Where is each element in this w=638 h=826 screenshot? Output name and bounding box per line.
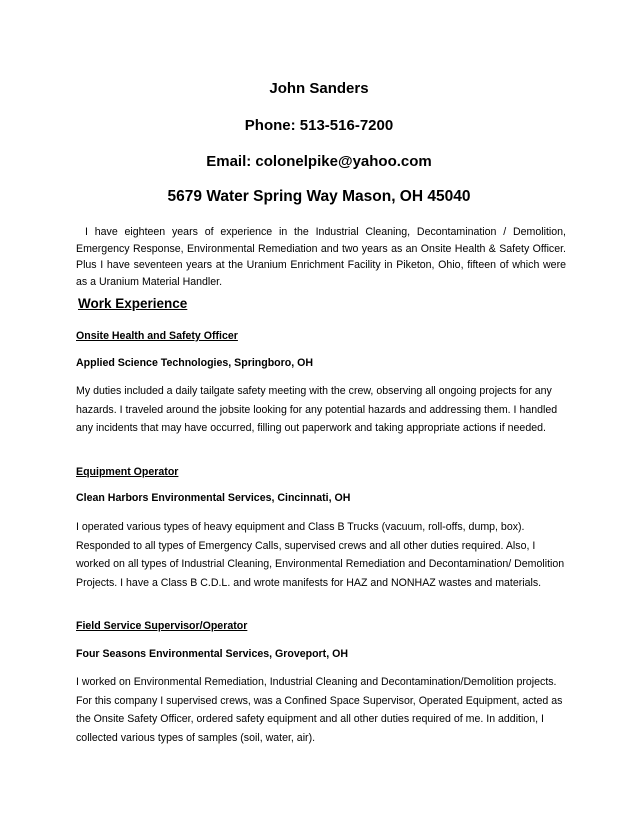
summary-text: I have eighteen years of experience in the Industrial Cleaning, Decontamination / Demolition, Emergency Response, Environmental Remediation and two years as an Onsite Health & Safety Officer. Plus I have seventeen years at the Uranium Enrichment Facility in Piketon, Ohio, fifteen of which were as a Uranium Material Handler. (76, 226, 566, 289)
job-description: I operated various types of heavy equipment and Class B Trucks (vacuum, roll-offs, dump, box). Responded to all types of Emergency Calls, supervised crews and all other duties required. Also, I worked on all types of Industrial Cleaning, Environmental Remediation and Decontamination/ Demolition Projects. I have a Class B C.D.L. and wrote manifests for HAZ and NONHAZ wastes and materials. (76, 521, 565, 589)
summary-paragraph (76, 224, 566, 291)
applicant-name: John Sanders (269, 80, 369, 97)
email-line: Email: colonelpike@yahoo.com (206, 153, 432, 170)
job-description: My duties included a daily tailgate safety meeting with the crew, observing all ongoing projects for any hazards. I traveled around the jobsite looking for any potential hazards and addressing them. I handled any incidents that may have occurred, filling out paperwork and taking appropriate actions if needed. (76, 385, 558, 435)
job-title: Field Service Supervisor/Operator (76, 620, 248, 632)
job-title: Onsite Health and Safety Officer (76, 330, 238, 342)
job-description: I worked on Environmental Remediation, Industrial Cleaning and Decontamination/Demolition projects. For this company I supervised crews, was a Confined Space Supervisor, Operated Equipment, acted as the Onsite Safety Officer, ordered safety equipment and all other duties required of me. In addition, I collected various types of samples (soil, water, air). (76, 676, 563, 744)
job-company: Four Seasons Environmental Services, Groveport, OH (76, 648, 348, 660)
job-title: Equipment Operator (76, 466, 179, 478)
job-company: Applied Science Technologies, Springboro, OH (76, 357, 314, 369)
job-company: Clean Harbors Environmental Services, Cincinnati, OH (76, 492, 351, 504)
address-line: 5679 Water Spring Way Mason, OH 45040 (167, 188, 471, 205)
work-experience-heading: Work Experience (78, 296, 188, 311)
phone-line: Phone: 513-516-7200 (244, 117, 394, 134)
